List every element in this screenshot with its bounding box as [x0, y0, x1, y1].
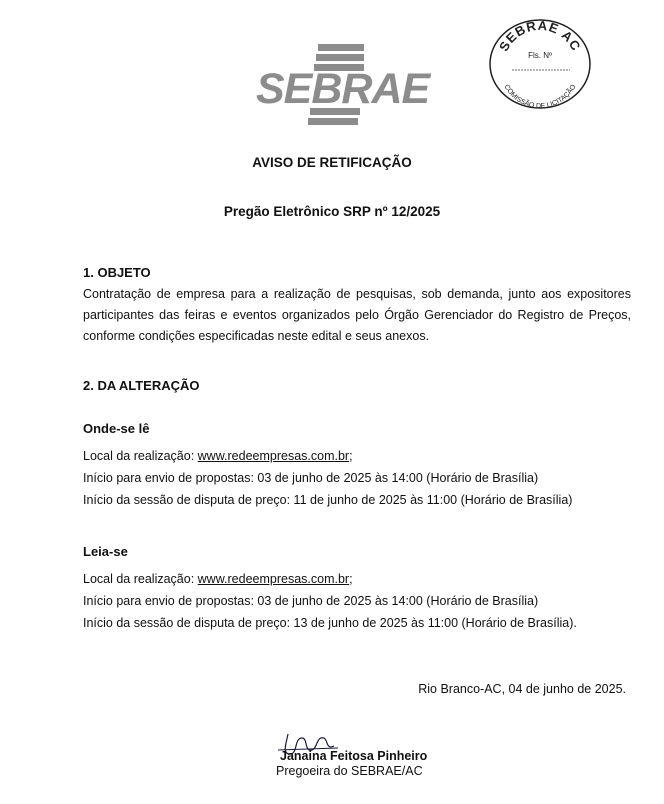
section-objeto-heading: 1. OBJETO	[83, 265, 151, 280]
stamp-middle-label: Fls. Nº	[528, 51, 552, 60]
onde-se-le-inicio-envio: Início para envio de propostas: 03 de junho de 2025 às 14:00 (Horário de Brasília)	[83, 471, 539, 485]
onde-se-le-local	[83, 446, 353, 467]
leia-se-inicio-sessao: Início da sessão de disputa de preço: 13 de junho de 2025 às 11:00 (Horário de Brasília).	[83, 616, 577, 630]
leia-se-local-link[interactable]: www.redeempresas.com.br	[197, 572, 350, 586]
onde-se-le-label: Onde-se lê	[83, 421, 150, 436]
leia-se-local-prefix: Local da realização:	[83, 572, 198, 586]
onde-se-le-inicio-sessao: Início da sessão de disputa de preço: 11 de junho de 2025 às 11:00 (Horário de Brasília)	[83, 493, 573, 507]
stamp-graphic	[486, 14, 594, 110]
onde-se-le-local-prefix: Local da realização:	[83, 449, 198, 463]
leia-se-local	[83, 569, 353, 590]
stamp-bottom-text: COMISSÃO DE LICITAÇÃO	[502, 83, 578, 110]
date-line: Rio Branco-AC, 04 de junho de 2025.	[418, 682, 626, 696]
leia-se-label: Leia-se	[83, 544, 128, 559]
logo-text: SEBRAE	[256, 65, 430, 113]
sebrae-logo	[256, 40, 430, 140]
leia-se-local-suffix: ;	[349, 572, 353, 586]
stamp-top-text: SEBRAE AC	[495, 17, 585, 54]
svg-text:COMISSÃO DE LICITAÇÃO	[503, 83, 578, 110]
signatory-name: Janaina Feitosa Pinheiro	[280, 749, 428, 763]
svg-text:SEBRAE AC	[496, 18, 584, 54]
signatory-role: Pregoeira do SEBRAE/AC	[276, 764, 423, 778]
onde-se-le-local-link[interactable]: www.redeempresas.com.br	[197, 449, 350, 463]
onde-se-le-local-suffix: ;	[349, 449, 353, 463]
leia-se-inicio-envio: Início para envio de propostas: 03 de junho de 2025 às 14:00 (Horário de Brasília)	[83, 594, 539, 608]
section-alteracao-heading: 2. DA ALTERAÇÃO	[83, 378, 200, 393]
page-title: AVISO DE RETIFICAÇÃO	[252, 155, 412, 170]
page-subtitle: Pregão Eletrônico SRP nº 12/2025	[223, 204, 441, 219]
section-objeto-body: Contratação de empresa para a realização de pesquisas, sob demanda, junto aos expositores participantes das feiras e eventos organizados pelo Órgão Gerenciador do Registro de Preços, conforme condições especificadas neste edital e seus anexos.	[83, 287, 631, 343]
commission-stamp	[486, 14, 594, 110]
